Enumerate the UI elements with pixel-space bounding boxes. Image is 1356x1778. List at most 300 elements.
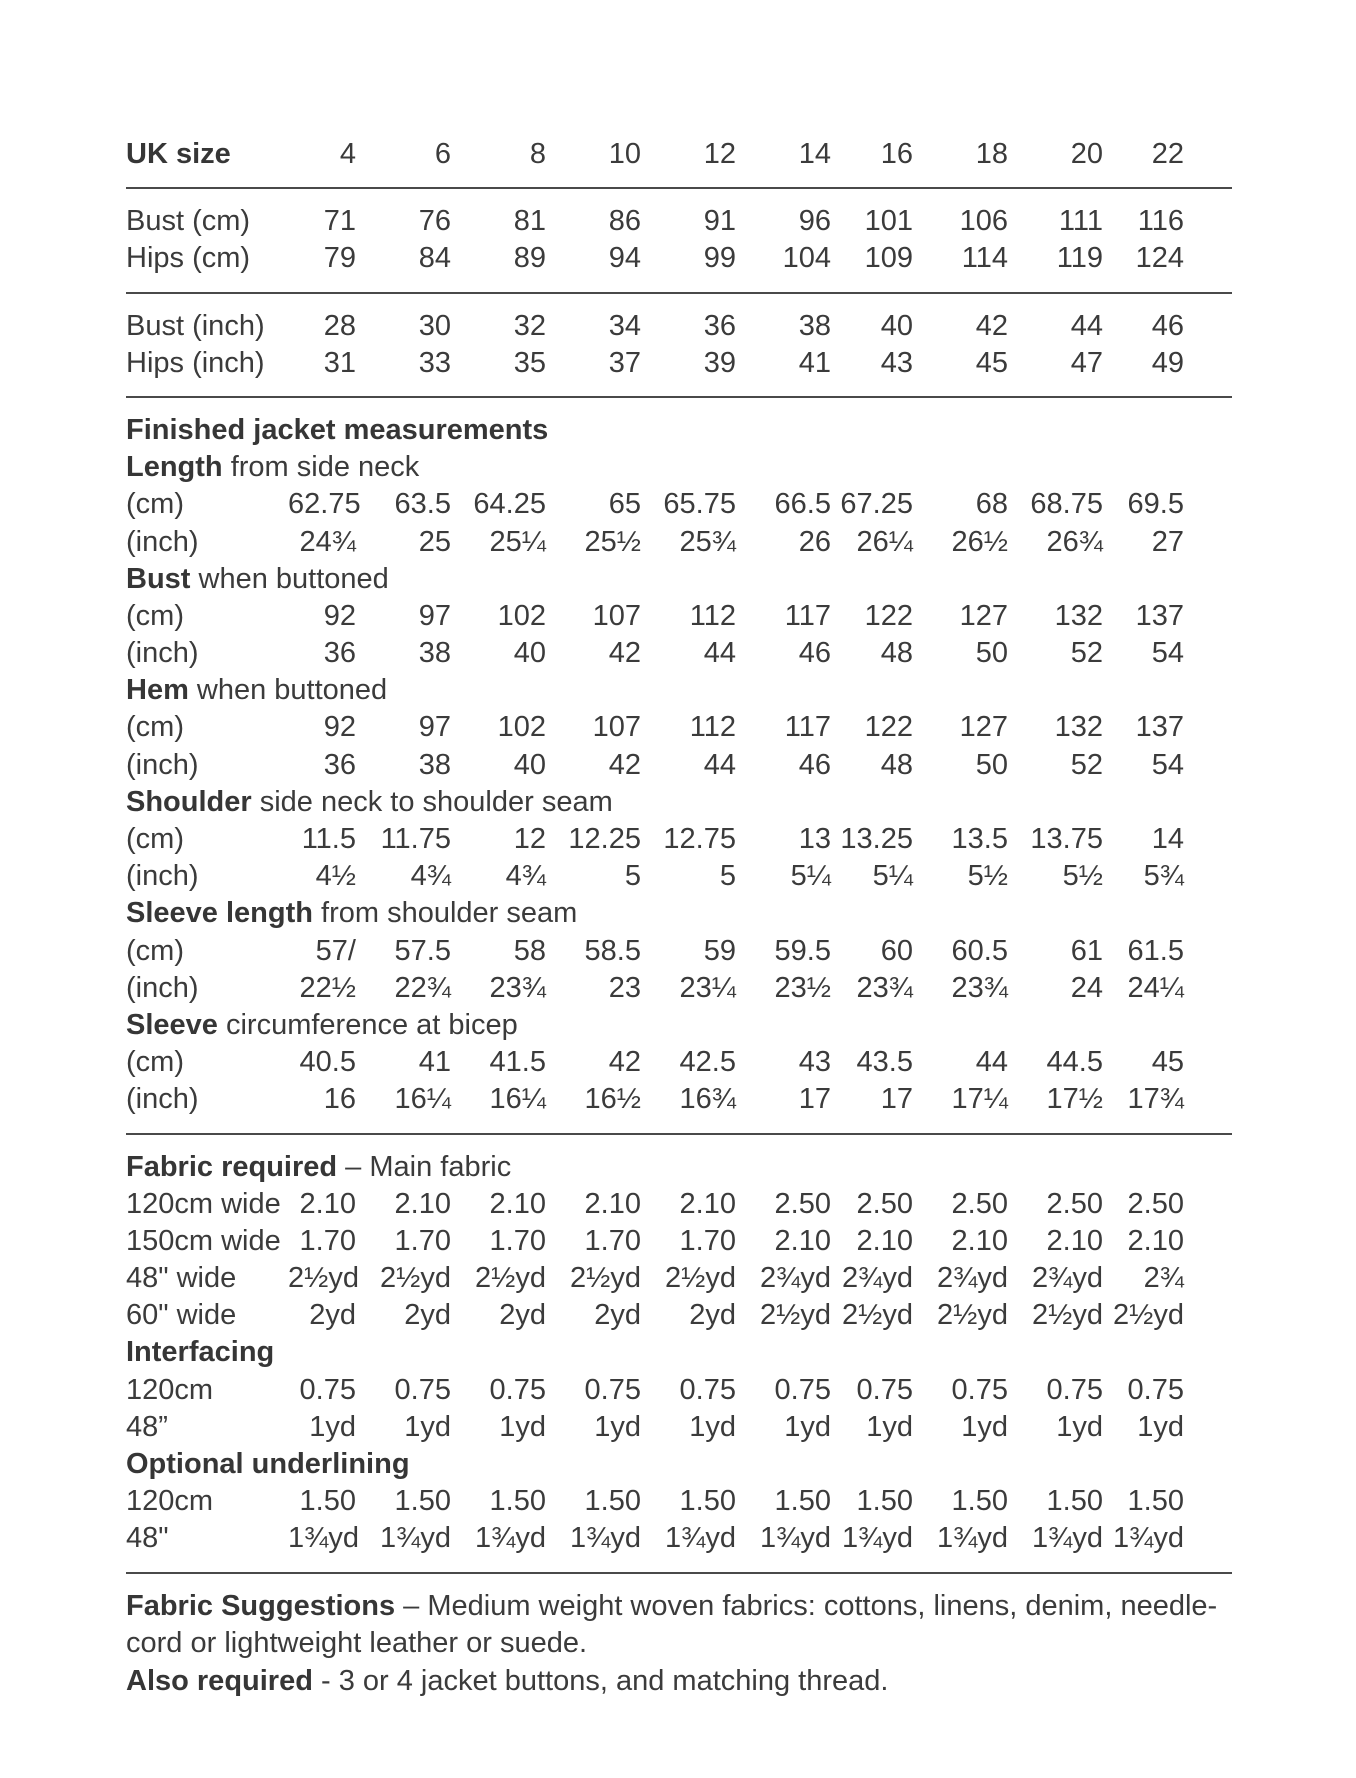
table-cell: 26¾ <box>1046 525 1103 558</box>
table-cell: 54 <box>1151 748 1184 781</box>
table-cell: 23¾ <box>856 971 913 1004</box>
table-cell: 1.50 <box>489 1485 546 1518</box>
table-cell: 1yd <box>594 1410 641 1443</box>
table-cell: 58 <box>513 934 546 967</box>
table-row <box>126 1409 1232 1446</box>
table-cell: 1.50 <box>584 1485 641 1518</box>
table-cell: 1yd <box>689 1410 736 1443</box>
table-cell: 44 <box>1070 309 1103 342</box>
table-cell: 48 <box>880 748 913 781</box>
table-cell: 0.75 <box>679 1373 736 1406</box>
table-cell: 43 <box>880 346 913 379</box>
table-cell: 52 <box>1070 748 1103 781</box>
table-cell: 2½yd <box>665 1262 736 1295</box>
table-cell: 1¾yd <box>288 1522 359 1555</box>
body-inch-section <box>126 308 1232 382</box>
table-cell: 42 <box>975 309 1008 342</box>
size-header-row <box>126 136 1232 173</box>
table-cell: 11.5 <box>301 823 356 855</box>
divider-rule <box>126 1133 1232 1135</box>
table-cell: 5½ <box>967 860 1008 893</box>
size-header-cell: 20 <box>1070 138 1103 170</box>
table-cell: 65 <box>608 488 641 521</box>
table-cell: 2½yd <box>288 1262 359 1295</box>
table-cell: 109 <box>864 242 913 275</box>
table-cell: 40 <box>513 637 546 670</box>
divider-rule <box>126 187 1232 189</box>
table-cell: 50 <box>975 748 1008 781</box>
table-cell: 13.5 <box>951 823 1008 855</box>
table-cell: 61.5 <box>1127 934 1184 967</box>
table-cell: 5¼ <box>790 860 831 893</box>
row-label: (cm) <box>126 823 184 855</box>
table-cell: 0.75 <box>489 1373 546 1406</box>
table-cell: 16¼ <box>394 1083 451 1116</box>
table-cell: 1.70 <box>394 1224 451 1257</box>
table-cell: 1yd <box>499 1410 546 1443</box>
table-cell: 12 <box>513 823 546 855</box>
row-label: Bust (cm) <box>126 205 251 238</box>
table-cell: 1yd <box>1056 1410 1103 1443</box>
table-cell: 97 <box>418 711 451 744</box>
group-heading-text: when buttoned <box>190 562 389 595</box>
table-cell: 2½yd <box>842 1299 913 1332</box>
row-label: (inch) <box>126 637 199 670</box>
table-cell: 40.5 <box>299 1046 356 1079</box>
table-cell: 102 <box>497 599 546 632</box>
row-label: (cm) <box>126 711 184 744</box>
table-cell: 2.10 <box>856 1224 913 1257</box>
table-cell: 46 <box>1151 309 1184 342</box>
table-cell: 137 <box>1135 599 1184 632</box>
fabric-suggestions-label: Fabric Suggestions <box>126 1589 396 1622</box>
table-cell: 62.75 <box>288 488 361 521</box>
table-cell: 13.25 <box>840 823 913 855</box>
row-label: 48” <box>126 1410 168 1443</box>
row-label: (inch) <box>126 860 199 893</box>
size-chart-sheet <box>126 136 1232 1700</box>
table-cell: 0.75 <box>394 1373 451 1406</box>
group-heading-label: Fabric required <box>126 1150 338 1183</box>
table-cell: 97 <box>418 599 451 632</box>
table-row <box>126 1260 1232 1297</box>
table-cell: 24¼ <box>1127 971 1184 1004</box>
table-cell: 1.50 <box>679 1485 736 1518</box>
table-cell: 122 <box>864 599 913 632</box>
table-cell: 26 <box>798 525 831 558</box>
table-cell: 2yd <box>309 1299 356 1332</box>
table-cell: 24¾ <box>299 525 356 558</box>
table-cell: 40 <box>880 309 913 342</box>
group-heading-label: Bust <box>126 562 191 595</box>
table-cell: 37 <box>608 346 641 379</box>
group-heading-label: Length <box>126 451 223 484</box>
table-cell: 63.5 <box>394 488 451 521</box>
table-cell: 132 <box>1054 711 1103 744</box>
table-cell: 2.10 <box>1046 1224 1103 1257</box>
table-cell: 57.5 <box>394 934 451 967</box>
size-header-cell: 10 <box>608 138 641 170</box>
table-cell: 22½ <box>299 971 356 1004</box>
table-cell: 1¾yd <box>1113 1522 1184 1555</box>
table-cell: 1¾yd <box>380 1522 451 1555</box>
table-cell: 45 <box>975 346 1008 379</box>
table-cell: 31 <box>323 346 356 379</box>
group-heading <box>126 895 1232 932</box>
group-heading-text: from shoulder seam <box>312 897 578 930</box>
row-label: (cm) <box>126 599 184 632</box>
table-cell: 23¼ <box>679 971 736 1004</box>
divider-rule <box>126 396 1232 398</box>
table-cell: 1yd <box>784 1410 831 1443</box>
row-label: 48" <box>126 1522 169 1555</box>
table-cell: 2.10 <box>489 1187 546 1220</box>
group-heading-label: Interfacing <box>126 1336 275 1369</box>
table-cell: 27 <box>1151 525 1184 558</box>
also-required-text: - 3 or 4 jacket buttons, and matching thread. <box>312 1664 889 1697</box>
table-cell: 2yd <box>404 1299 451 1332</box>
table-cell: 25¼ <box>489 525 546 558</box>
size-header-cell: 14 <box>798 138 831 170</box>
table-cell: 102 <box>497 711 546 744</box>
row-label: (cm) <box>126 488 184 521</box>
table-cell: 1¾yd <box>1032 1522 1103 1555</box>
table-cell: 71 <box>323 205 356 238</box>
table-cell: 22¾ <box>394 971 451 1004</box>
table-cell: 54 <box>1151 637 1184 670</box>
table-cell: 38 <box>418 748 451 781</box>
row-label: (inch) <box>126 971 199 1004</box>
table-cell: 68 <box>975 488 1008 521</box>
notes-section <box>126 1588 1232 1701</box>
table-cell: 94 <box>608 242 641 275</box>
table-cell: 5 <box>624 860 641 893</box>
table-cell: 79 <box>323 242 356 275</box>
table-cell: 36 <box>703 309 736 342</box>
table-cell: 66.5 <box>774 488 831 521</box>
table-cell: 0.75 <box>774 1373 831 1406</box>
group-heading-label: Sleeve length <box>126 897 313 930</box>
table-cell: 117 <box>784 599 831 632</box>
size-header-cell: 8 <box>529 138 546 170</box>
table-cell: 34 <box>608 309 641 342</box>
table-cell: 33 <box>418 346 451 379</box>
table-cell: 127 <box>959 599 1008 632</box>
table-cell: 1¾yd <box>570 1522 641 1555</box>
group-heading <box>126 1334 1232 1371</box>
table-cell: 114 <box>961 242 1008 275</box>
table-cell: 1yd <box>404 1410 451 1443</box>
row-label: (cm) <box>126 1046 184 1079</box>
table-cell: 43.5 <box>856 1046 913 1079</box>
table-cell: 76 <box>418 205 451 238</box>
table-cell: 1yd <box>866 1410 913 1443</box>
table-cell: 1.70 <box>584 1224 641 1257</box>
group-heading <box>126 672 1232 709</box>
size-header-cell: 16 <box>880 138 913 170</box>
table-cell: 48 <box>880 637 913 670</box>
table-cell: 16¼ <box>489 1083 546 1116</box>
group-heading <box>126 1149 1232 1186</box>
table-cell: 60.5 <box>951 934 1008 967</box>
table-cell: 44 <box>703 748 736 781</box>
table-cell: 38 <box>418 637 451 670</box>
table-cell: 2½yd <box>760 1299 831 1332</box>
group-heading <box>126 1446 1232 1483</box>
table-cell: 23 <box>608 971 641 1004</box>
table-row <box>126 524 1232 561</box>
table-row <box>126 1520 1232 1557</box>
table-cell: 17 <box>798 1083 831 1116</box>
table-cell: 47 <box>1070 346 1103 379</box>
table-cell: 50 <box>975 637 1008 670</box>
size-header-cell: 12 <box>703 138 736 170</box>
table-cell: 96 <box>798 205 831 238</box>
table-cell: 2¾ <box>1143 1262 1184 1295</box>
table-row <box>126 858 1232 895</box>
table-cell: 2yd <box>689 1299 736 1332</box>
table-cell: 1.50 <box>951 1485 1008 1518</box>
group-heading-text: when buttoned <box>188 674 388 707</box>
size-header-cell: 22 <box>1151 138 1184 170</box>
table-cell: 81 <box>513 205 546 238</box>
row-label: 48" wide <box>126 1262 237 1295</box>
body-cm-section <box>126 203 1232 277</box>
row-label: (inch) <box>126 1083 199 1116</box>
table-cell: 44.5 <box>1046 1046 1103 1079</box>
table-cell: 17¼ <box>951 1083 1008 1116</box>
table-cell: 0.75 <box>951 1373 1008 1406</box>
table-cell: 127 <box>959 711 1008 744</box>
table-cell: 36 <box>323 637 356 670</box>
row-label: 120cm wide <box>126 1187 281 1220</box>
table-cell: 2.50 <box>856 1187 913 1220</box>
table-cell: 122 <box>864 711 913 744</box>
table-cell: 13 <box>798 823 831 855</box>
table-cell: 45 <box>1151 1046 1184 1079</box>
group-heading-text: from side neck <box>222 451 420 484</box>
table-cell: 1.50 <box>1127 1485 1184 1518</box>
table-cell: 26¼ <box>856 525 913 558</box>
table-cell: 32 <box>513 309 546 342</box>
table-cell: 5¾ <box>1143 860 1184 893</box>
table-cell: 46 <box>798 748 831 781</box>
table-row <box>126 1081 1232 1118</box>
table-cell: 46 <box>798 637 831 670</box>
group-heading-label: Optional underlining <box>126 1448 410 1480</box>
table-cell: 1.50 <box>394 1485 451 1518</box>
table-cell: 0.75 <box>856 1373 913 1406</box>
size-header-cell: 18 <box>975 138 1008 170</box>
group-heading-label: Shoulder <box>126 785 252 818</box>
group-heading <box>126 449 1232 486</box>
fabric-groups <box>126 1149 1232 1558</box>
table-cell: 2.10 <box>679 1187 736 1220</box>
table-row <box>126 1223 1232 1260</box>
table-cell: 4¾ <box>505 860 546 893</box>
table-cell: 2½yd <box>937 1299 1008 1332</box>
table-cell: 23¾ <box>951 971 1008 1004</box>
table-row <box>126 709 1232 746</box>
table-cell: 117 <box>784 711 831 744</box>
table-cell: 2¾yd <box>842 1262 913 1295</box>
table-cell: 92 <box>323 711 356 744</box>
table-cell: 0.75 <box>299 1373 356 1406</box>
table-cell: 60 <box>880 934 913 967</box>
table-cell: 2.10 <box>951 1224 1008 1257</box>
table-cell: 1.50 <box>774 1485 831 1518</box>
table-cell: 11.75 <box>380 823 451 855</box>
row-label: Hips (inch) <box>126 346 265 379</box>
table-cell: 68.75 <box>1030 488 1103 521</box>
table-cell: 52 <box>1070 637 1103 670</box>
table-cell: 2½yd <box>570 1262 641 1295</box>
table-cell: 1.70 <box>679 1224 736 1257</box>
table-cell: 4½ <box>315 860 356 893</box>
table-cell: 25¾ <box>679 525 736 558</box>
table-cell: 13.75 <box>1030 823 1103 855</box>
table-cell: 14 <box>1151 823 1184 855</box>
table-cell: 99 <box>703 242 736 275</box>
table-cell: 0.75 <box>1046 1373 1103 1406</box>
table-cell: 84 <box>418 242 451 275</box>
table-cell: 2yd <box>499 1299 546 1332</box>
table-cell: 104 <box>782 242 831 275</box>
table-row <box>126 821 1232 858</box>
table-cell: 1¾yd <box>475 1522 546 1555</box>
table-cell: 1.50 <box>299 1485 356 1518</box>
table-cell: 92 <box>323 599 356 632</box>
table-cell: 1¾yd <box>760 1522 831 1555</box>
table-cell: 58.5 <box>584 934 641 967</box>
table-cell: 40 <box>513 748 546 781</box>
table-cell: 42 <box>608 637 641 670</box>
table-cell: 2.50 <box>774 1187 831 1220</box>
table-cell: 2.10 <box>394 1187 451 1220</box>
table-row <box>126 1372 1232 1409</box>
table-cell: 2.10 <box>774 1224 831 1257</box>
table-cell: 12.75 <box>663 823 736 855</box>
table-cell: 2½yd <box>1032 1299 1103 1332</box>
table-cell: 2.50 <box>951 1187 1008 1220</box>
row-label: 120cm <box>126 1485 214 1518</box>
table-cell: 112 <box>689 711 736 744</box>
size-header-label: UK size <box>126 138 231 170</box>
table-cell: 65.75 <box>663 488 736 521</box>
table-cell: 24 <box>1070 971 1103 1004</box>
row-label: 150cm wide <box>126 1224 281 1257</box>
table-row <box>126 308 1232 345</box>
table-cell: 2.10 <box>584 1187 641 1220</box>
table-cell: 25½ <box>584 525 641 558</box>
table-cell: 132 <box>1054 599 1103 632</box>
table-cell: 23¾ <box>489 971 546 1004</box>
finished-section <box>126 412 1232 1119</box>
table-cell: 89 <box>513 242 546 275</box>
table-cell: 41 <box>418 1046 451 1079</box>
table-cell: 2¾yd <box>937 1262 1008 1295</box>
table-cell: 2yd <box>594 1299 641 1332</box>
table-cell: 44 <box>975 1046 1008 1079</box>
table-cell: 2.50 <box>1127 1187 1184 1220</box>
row-label: 60" wide <box>126 1299 237 1332</box>
also-required-label: Also required <box>126 1664 313 1697</box>
table-cell: 49 <box>1151 346 1184 379</box>
group-heading-text: circumference at bicep <box>217 1008 518 1041</box>
table-cell: 38 <box>798 309 831 342</box>
table-cell: 2.50 <box>1046 1187 1103 1220</box>
table-cell: 5½ <box>1062 860 1103 893</box>
table-cell: 42 <box>608 748 641 781</box>
table-cell: 16 <box>323 1083 356 1116</box>
table-cell: 59.5 <box>774 934 831 967</box>
table-cell: 1.50 <box>856 1485 913 1518</box>
table-cell: 17¾ <box>1127 1083 1184 1116</box>
table-cell: 2.10 <box>1127 1224 1184 1257</box>
table-row <box>126 203 1232 240</box>
table-cell: 42.5 <box>679 1046 736 1079</box>
also-required <box>126 1663 1232 1701</box>
group-heading-label: Hem <box>126 674 189 707</box>
row-label: Hips (cm) <box>126 242 251 275</box>
table-cell: 64.25 <box>473 488 546 521</box>
table-cell: 35 <box>513 346 546 379</box>
table-row <box>126 486 1232 523</box>
row-label: (inch) <box>126 525 199 558</box>
divider-rule <box>126 1572 1232 1574</box>
table-cell: 0.75 <box>1127 1373 1184 1406</box>
table-cell: 5¼ <box>872 860 913 893</box>
row-label: (cm) <box>126 934 184 967</box>
table-cell: 86 <box>608 205 641 238</box>
table-cell: 36 <box>323 748 356 781</box>
table-cell: 124 <box>1135 242 1184 275</box>
table-cell: 1¾yd <box>665 1522 736 1555</box>
table-cell: 4¾ <box>410 860 451 893</box>
table-cell: 12.25 <box>568 823 641 855</box>
table-row <box>126 598 1232 635</box>
table-cell: 57/ <box>315 934 356 967</box>
table-cell: 137 <box>1135 711 1184 744</box>
size-header-cell: 6 <box>434 138 451 170</box>
group-heading <box>126 561 1232 598</box>
row-label: 120cm <box>126 1373 214 1406</box>
size-header-cell: 4 <box>339 138 356 170</box>
table-cell: 1yd <box>961 1410 1008 1443</box>
table-cell: 59 <box>703 934 736 967</box>
table-cell: 61 <box>1070 934 1103 967</box>
group-heading-label: Sleeve <box>126 1008 218 1041</box>
table-cell: 2½yd <box>475 1262 546 1295</box>
table-cell: 1yd <box>309 1410 356 1443</box>
group-heading <box>126 784 1232 821</box>
table-cell: 116 <box>1137 205 1184 238</box>
table-cell: 67.25 <box>840 488 913 521</box>
table-cell: 1yd <box>1137 1410 1184 1443</box>
table-cell: 106 <box>959 205 1008 238</box>
table-row <box>126 933 1232 970</box>
table-cell: 91 <box>703 205 736 238</box>
table-cell: 41.5 <box>489 1046 546 1079</box>
table-row <box>126 1044 1232 1081</box>
table-cell: 2½yd <box>1113 1299 1184 1332</box>
table-cell: 1.70 <box>299 1224 356 1257</box>
table-cell: 107 <box>592 599 641 632</box>
table-cell: 1.50 <box>1046 1485 1103 1518</box>
finished-groups <box>126 449 1232 1118</box>
row-label: Bust (inch) <box>126 309 265 342</box>
table-cell: 42 <box>608 1046 641 1079</box>
